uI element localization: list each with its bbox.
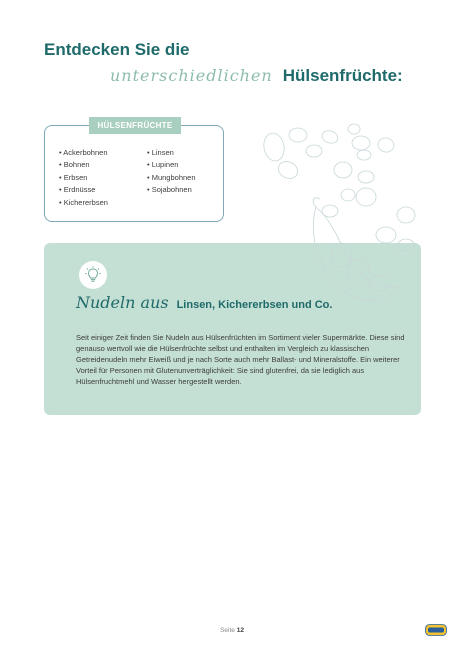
info-panel-body: Seit einiger Zeit finden Sie Nudeln aus Hülsenfrüchten im Sortiment vieler Supermärkte. Diese sind genauso wertvoll wie die Hülsenfrüchte selbst und enthalten im Vergleich zu klassischen Getreidenudeln mehr Eiweiß und je nach Sorte auch mehr Ballast- und Mineralstoffe. Ein weiterer Vorteil für Personen mit Glutenunverträglichkeit: Sie sind glutenfrei, da sie lediglich aus Hülsenfruchtmehl und Wasser hergestellt werden. bbox=[76, 333, 405, 386]
heading-bold-word: Hülsenfrüchte: bbox=[282, 66, 403, 85]
page-number: 12 bbox=[236, 627, 244, 634]
legume-list-right bbox=[147, 147, 196, 197]
list-item: • Lupinen bbox=[147, 160, 179, 170]
brand-logo-icon bbox=[425, 624, 447, 636]
list-item: • Mungbohnen bbox=[147, 172, 196, 182]
page-label: Seite bbox=[220, 627, 235, 634]
list-item: • Erdnüsse bbox=[59, 185, 96, 195]
list-item: • Bohnen bbox=[59, 160, 90, 170]
legume-list-left bbox=[59, 147, 108, 209]
heading-script-word: unterschiedlichen bbox=[110, 66, 273, 85]
list-item: • Ackerbohnen bbox=[59, 148, 108, 157]
list-item: • Erbsen bbox=[59, 172, 88, 182]
info-panel-script-word: Nudeln aus bbox=[76, 293, 169, 312]
page-footer bbox=[0, 627, 464, 634]
info-panel-title: Linsen, Kichererbsen und Co. bbox=[176, 299, 333, 311]
legume-list-tab: HÜLSENFRÜCHTE bbox=[89, 117, 181, 134]
lightbulb-icon bbox=[85, 266, 101, 284]
heading-line2 bbox=[110, 66, 403, 88]
list-item: • Sojabohnen bbox=[147, 185, 192, 195]
heading-line1: Entdecken Sie die bbox=[44, 40, 190, 59]
info-panel-heading bbox=[76, 293, 332, 312]
list-item: • Kichererbsen bbox=[59, 197, 108, 207]
lightbulb-badge bbox=[79, 261, 107, 289]
legume-illustration bbox=[258, 115, 428, 305]
list-item: • Linsen bbox=[147, 148, 174, 157]
